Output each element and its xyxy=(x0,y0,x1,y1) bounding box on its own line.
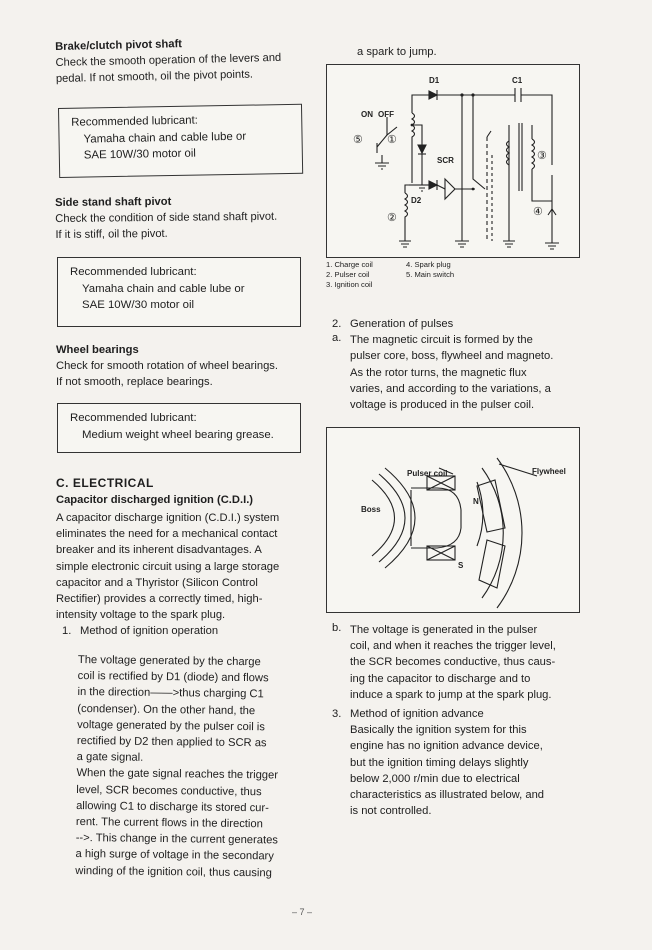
pulser-diagram xyxy=(326,427,580,613)
item2-b-line-5: induce a spark to jump at the spark plug. xyxy=(350,688,552,701)
item1-line-11: rent. The current flows in the direction xyxy=(75,816,263,831)
brake-lubricant-box xyxy=(58,104,303,178)
item3-line-6: is not controlled. xyxy=(350,805,432,818)
legend-pulser-coil: 2. Pulser coil xyxy=(326,270,370,280)
page-number: – 7 – xyxy=(292,907,313,917)
item3-title: Method of ignition advance xyxy=(350,708,484,720)
stand-box-title: Recommended lubricant: xyxy=(70,266,197,278)
item2-heading xyxy=(332,316,582,332)
item2-a-line-5: voltage is produced in the pulser coil. xyxy=(350,399,535,412)
item2-number: 2. xyxy=(332,318,342,330)
item2-a-body xyxy=(350,332,582,413)
electrical-section xyxy=(56,476,304,640)
stand-box-line-1: Yamaha chain and cable lube or xyxy=(82,282,245,295)
wheel-title: Wheel bearings xyxy=(56,344,139,356)
brake-title: Brake/clutch pivot shaft xyxy=(55,38,183,53)
stand-line-1: Check the condition of side stand shaft pivot. xyxy=(55,210,278,225)
item3-body xyxy=(332,722,582,819)
item2-a-line-1: The magnetic circuit is formed by the xyxy=(350,334,533,347)
wheel-line-2: If not smooth, replace bearings. xyxy=(56,376,213,389)
label-n: N xyxy=(473,497,479,506)
item2-b-line-3: the SCR becomes conductive, thus caus- xyxy=(350,656,556,669)
label-4: ④ xyxy=(533,206,543,218)
item3-heading xyxy=(332,706,582,722)
item2-b-line-1: The voltage is generated in the pulser xyxy=(350,624,538,636)
item2-b-number: b. xyxy=(332,622,342,634)
item3-line-4: below 2,000 r/min due to electrical xyxy=(350,772,520,785)
label-boss: Boss xyxy=(361,505,381,514)
item1-line-6: rectified by D2 then applied to SCR as xyxy=(76,735,267,750)
item2-b-line-2: coil, and when it reaches the trigger level, xyxy=(350,640,556,653)
electrical-heading: C. ELECTRICAL xyxy=(56,476,154,490)
item2-a xyxy=(332,332,582,413)
cdi-line-4: simple electronic circuit using a large storage xyxy=(56,560,280,573)
item1-line-14: winding of the ignition coil, thus causing xyxy=(75,864,272,880)
label-scr: SCR xyxy=(437,156,454,165)
label-pulser-coil: Pulser coil xyxy=(407,469,448,478)
item2-b-body xyxy=(350,622,582,703)
label-d1: D1 xyxy=(429,76,440,85)
item2-a-line-4: varies, and according to the variations, a xyxy=(350,382,551,395)
item1-line-13: a high surge of voltage in the secondary xyxy=(75,848,274,863)
item1-title: Method of ignition operation xyxy=(80,625,219,638)
stand-box-line-2: SAE 10W/30 motor oil xyxy=(82,299,195,311)
wheel-box-title: Recommended lubricant: xyxy=(70,412,197,424)
brake-section xyxy=(55,34,311,87)
brake-line-1: Check the smooth operation of the levers and xyxy=(55,51,282,69)
label-c1: C1 xyxy=(512,76,523,85)
wheel-box-line-1: Medium weight wheel bearing grease. xyxy=(82,428,274,441)
cdi-line-5: capacitor and a Thyristor (Silicon Control xyxy=(56,576,258,589)
item2-a-number: a. xyxy=(332,332,342,345)
legend-row-2 xyxy=(326,270,576,280)
legend-spark-plug: 4. Spark plug xyxy=(406,260,451,269)
item3-number: 3. xyxy=(332,708,342,720)
label-off: OFF xyxy=(378,110,394,119)
cdi-line-3: breaker and its inherent disadvantages. A xyxy=(56,544,262,557)
item1-line-10: allowing C1 to discharge its stored cur- xyxy=(76,799,269,815)
legend-row-3 xyxy=(326,280,576,290)
cdi-line-6: Rectifier) provides a correctly timed, high- xyxy=(56,593,263,606)
wheel-line-1: Check for smooth rotation of wheel bearings. xyxy=(56,360,279,372)
label-5: ⑤ xyxy=(353,134,363,146)
method-ignition-heading xyxy=(62,623,304,639)
cdi-line-1: A capacitor discharge ignition (C.D.I.) system xyxy=(56,512,280,524)
item1-body xyxy=(75,652,302,882)
label-2: ② xyxy=(387,212,397,224)
item1-line-4: (condenser). On the other hand, the xyxy=(77,702,256,717)
stand-section xyxy=(55,193,315,243)
circuit-legend xyxy=(326,260,576,291)
item3-line-1: Basically the ignition system for this xyxy=(350,724,527,737)
item3-line-2: engine has no ignition advance device, xyxy=(350,740,543,753)
label-1: ① xyxy=(387,134,397,146)
item1-line-1: The voltage generated by the charge xyxy=(77,653,261,669)
brake-line-2: pedal. If not smooth, oil the pivot points. xyxy=(55,68,254,86)
item1-line-3: in the direction——>thus charging C1 xyxy=(77,686,264,701)
circuit-svg xyxy=(327,65,581,259)
item2-b-wrap xyxy=(332,622,582,703)
cdi-circuit-diagram xyxy=(326,64,580,258)
item3-line-3: but the ignition timing delays slightly xyxy=(350,756,529,769)
label-flywheel: Flywheel xyxy=(532,467,566,476)
cdi-intro xyxy=(56,510,304,623)
item2-a-line-2: pulser core, boss, flywheel and magneto. xyxy=(350,350,554,363)
legend-row-1 xyxy=(326,260,576,270)
item1-line-8: When the gate signal reaches the trigger xyxy=(76,767,279,782)
wheel-lubricant-box xyxy=(57,403,301,453)
stand-line-2: If it is stiff, oil the pivot. xyxy=(55,228,168,242)
item1-number: 1. xyxy=(62,625,72,638)
brake-box-line-1: Yamaha chain and cable lube or xyxy=(83,130,247,146)
label-on: ON xyxy=(361,110,373,119)
item2-b xyxy=(332,622,582,703)
item2-section xyxy=(332,316,582,413)
cdi-line-2: eliminates the need for a mechanical contact xyxy=(56,528,278,541)
spark-continuation: a spark to jump. xyxy=(357,46,437,58)
pulser-svg xyxy=(327,428,581,614)
stand-lubricant-box xyxy=(57,257,301,327)
legend-ignition-coil: 3. Ignition coil xyxy=(326,280,373,290)
item1-line-2: coil is rectified by D1 (diode) and flows xyxy=(77,670,269,685)
item1-line-5: voltage generated by the pulser coil is xyxy=(77,718,265,734)
legend-main-switch: 5. Main switch xyxy=(406,270,455,280)
label-3: ③ xyxy=(537,150,547,162)
item1-line-12: -->. This change in the current generates xyxy=(75,832,279,847)
stand-title: Side stand shaft pivot xyxy=(55,195,172,209)
item2-b-line-4: ing the capacitor to discharge and to xyxy=(350,672,531,685)
item2-title: Generation of pulses xyxy=(350,318,454,330)
item3-section xyxy=(332,706,582,819)
brake-box-title: Recommended lubricant: xyxy=(71,114,198,129)
wheel-section xyxy=(56,343,316,390)
cdi-title: Capacitor discharged ignition (C.D.I.) xyxy=(56,494,254,506)
item1-line-9: level, SCR becomes conductive, thus xyxy=(76,783,262,798)
item2-a-line-3: As the rotor turns, the magnetic flux xyxy=(350,366,527,379)
item1-line-7: a gate signal. xyxy=(76,751,144,765)
cdi-line-7: intensity voltage to the spark plug. xyxy=(56,609,226,622)
label-s: S xyxy=(458,561,464,570)
legend-charge-coil: 1. Charge coil xyxy=(326,260,373,269)
label-d2: D2 xyxy=(411,196,422,205)
item3-line-5: characteristics as illustrated below, and xyxy=(350,789,545,802)
brake-box-line-2: SAE 10W/30 motor oil xyxy=(83,147,196,162)
